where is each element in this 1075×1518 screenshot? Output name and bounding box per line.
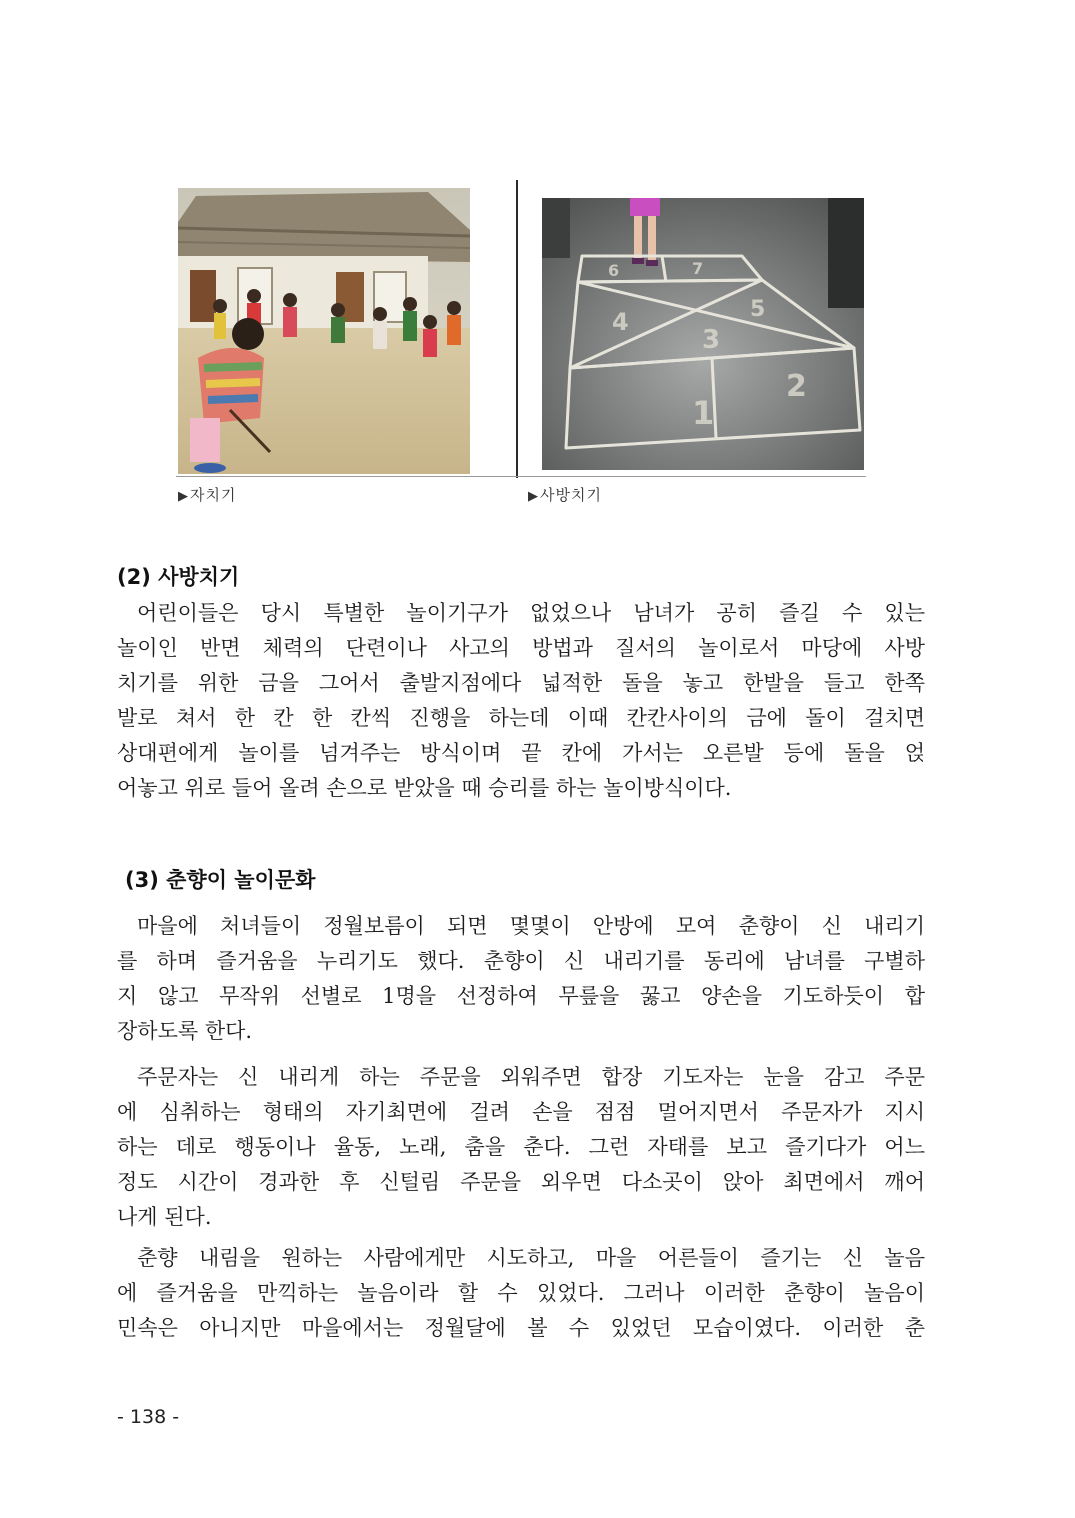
text-line: 지 않고 무작위 선별로 1명을 선정하여 무릎을 꿇고 양손을 기도하듯이 합 bbox=[117, 984, 925, 1008]
photo-jachigi bbox=[178, 188, 470, 474]
hopscotch-number: 4 bbox=[612, 308, 629, 336]
hopscotch-illustration bbox=[542, 198, 864, 470]
hopscotch-number: 3 bbox=[702, 325, 721, 355]
text-line: 치기를 위한 금을 그어서 출발지점에다 넓적한 돌을 놓고 한발을 들고 한쪽 bbox=[117, 671, 925, 695]
page-number: - 138 - bbox=[117, 1406, 180, 1428]
paragraph bbox=[117, 596, 925, 806]
text-line: 에 즐거움을 만끽하는 놀음이라 할 수 있었다. 그러나 이러한 춘향이 놀음이 bbox=[117, 1281, 925, 1305]
caption-rule bbox=[176, 476, 866, 477]
section-heading: (3) 춘향이 놀이문화 bbox=[125, 868, 316, 892]
text-line: 춘향 내림을 원하는 사람에게만 시도하고, 마을 어른들이 즐기는 신 놀음 bbox=[137, 1246, 925, 1270]
text-line: 어놓고 위로 들어 올려 손으로 받았을 때 승리를 하는 놀이방식이다. bbox=[117, 776, 732, 800]
figure-divider bbox=[516, 180, 518, 478]
text-line: 발로 쳐서 한 칸 한 칸씩 진행을 하는데 이때 칸칸사이의 금에 돌이 걸치면 bbox=[117, 706, 925, 730]
caption-text: 자치기 bbox=[190, 486, 237, 504]
text-line: 마을에 처녀들이 정월보름이 되면 몇몇이 안방에 모여 춘향이 신 내리기 bbox=[137, 914, 925, 938]
thatched-roof bbox=[178, 192, 470, 262]
caption-text: 사방치기 bbox=[540, 486, 602, 504]
figure bbox=[176, 178, 866, 514]
text-line: 상대편에게 놀이를 넘겨주는 방식이며 끝 칸에 가서는 오른발 등에 돌을 얹 bbox=[117, 741, 925, 765]
text-line: 를 하며 즐거움을 누리기도 했다. 춘향이 신 내리기를 동리에 남녀를 구별하 bbox=[117, 949, 925, 973]
caption-sabangchigi bbox=[528, 484, 602, 505]
hopscotch-number: 6 bbox=[608, 261, 620, 280]
text-line: 하는 데로 행동이나 율동, 노래, 춤을 춘다. 그런 자태를 보고 즐기다가 어느 bbox=[117, 1135, 925, 1159]
wall bbox=[828, 198, 864, 308]
text-line: 장하도록 한다. bbox=[117, 1019, 253, 1043]
paragraph bbox=[117, 909, 925, 1049]
hopscotch-number: 2 bbox=[786, 369, 807, 404]
triangle-icon: ▶ bbox=[528, 489, 539, 504]
text-line: 주문자는 신 내리게 하는 주문을 외워주면 합장 기도자는 눈을 감고 주문 bbox=[137, 1065, 925, 1089]
hopscotch-number: 1 bbox=[692, 394, 715, 432]
photo-sabangchigi bbox=[542, 198, 864, 470]
hopscotch-number: 7 bbox=[692, 259, 704, 278]
text-line: 정도 시간이 경과한 후 신털림 주문을 외우면 다소곳이 앉아 최면에서 깨어 bbox=[117, 1170, 925, 1194]
text-line: 놀이인 반면 체력의 단련이나 사고의 방법과 질서의 놀이로서 마당에 사방 bbox=[117, 636, 925, 660]
paragraph bbox=[117, 1241, 925, 1346]
caption-jachigi bbox=[178, 484, 236, 505]
text-line: 어린이들은 당시 특별한 놀이기구가 없었으나 남녀가 공히 즐길 수 있는 bbox=[137, 601, 925, 625]
jachigi-illustration bbox=[178, 188, 470, 474]
triangle-icon: ▶ bbox=[178, 489, 189, 504]
hopscotch-number: 5 bbox=[750, 297, 766, 322]
paragraph bbox=[117, 1060, 925, 1235]
text-line: 민속은 아니지만 마을에서는 정월달에 볼 수 있었던 모습이였다. 이러한 춘 bbox=[117, 1316, 925, 1340]
section-heading: (2) 사방치기 bbox=[117, 565, 240, 589]
text-line: 나게 된다. bbox=[117, 1205, 212, 1229]
text-line: 에 심취하는 형태의 자기최면에 걸려 손을 점점 멀어지면서 주문자가 지시 bbox=[117, 1100, 925, 1124]
